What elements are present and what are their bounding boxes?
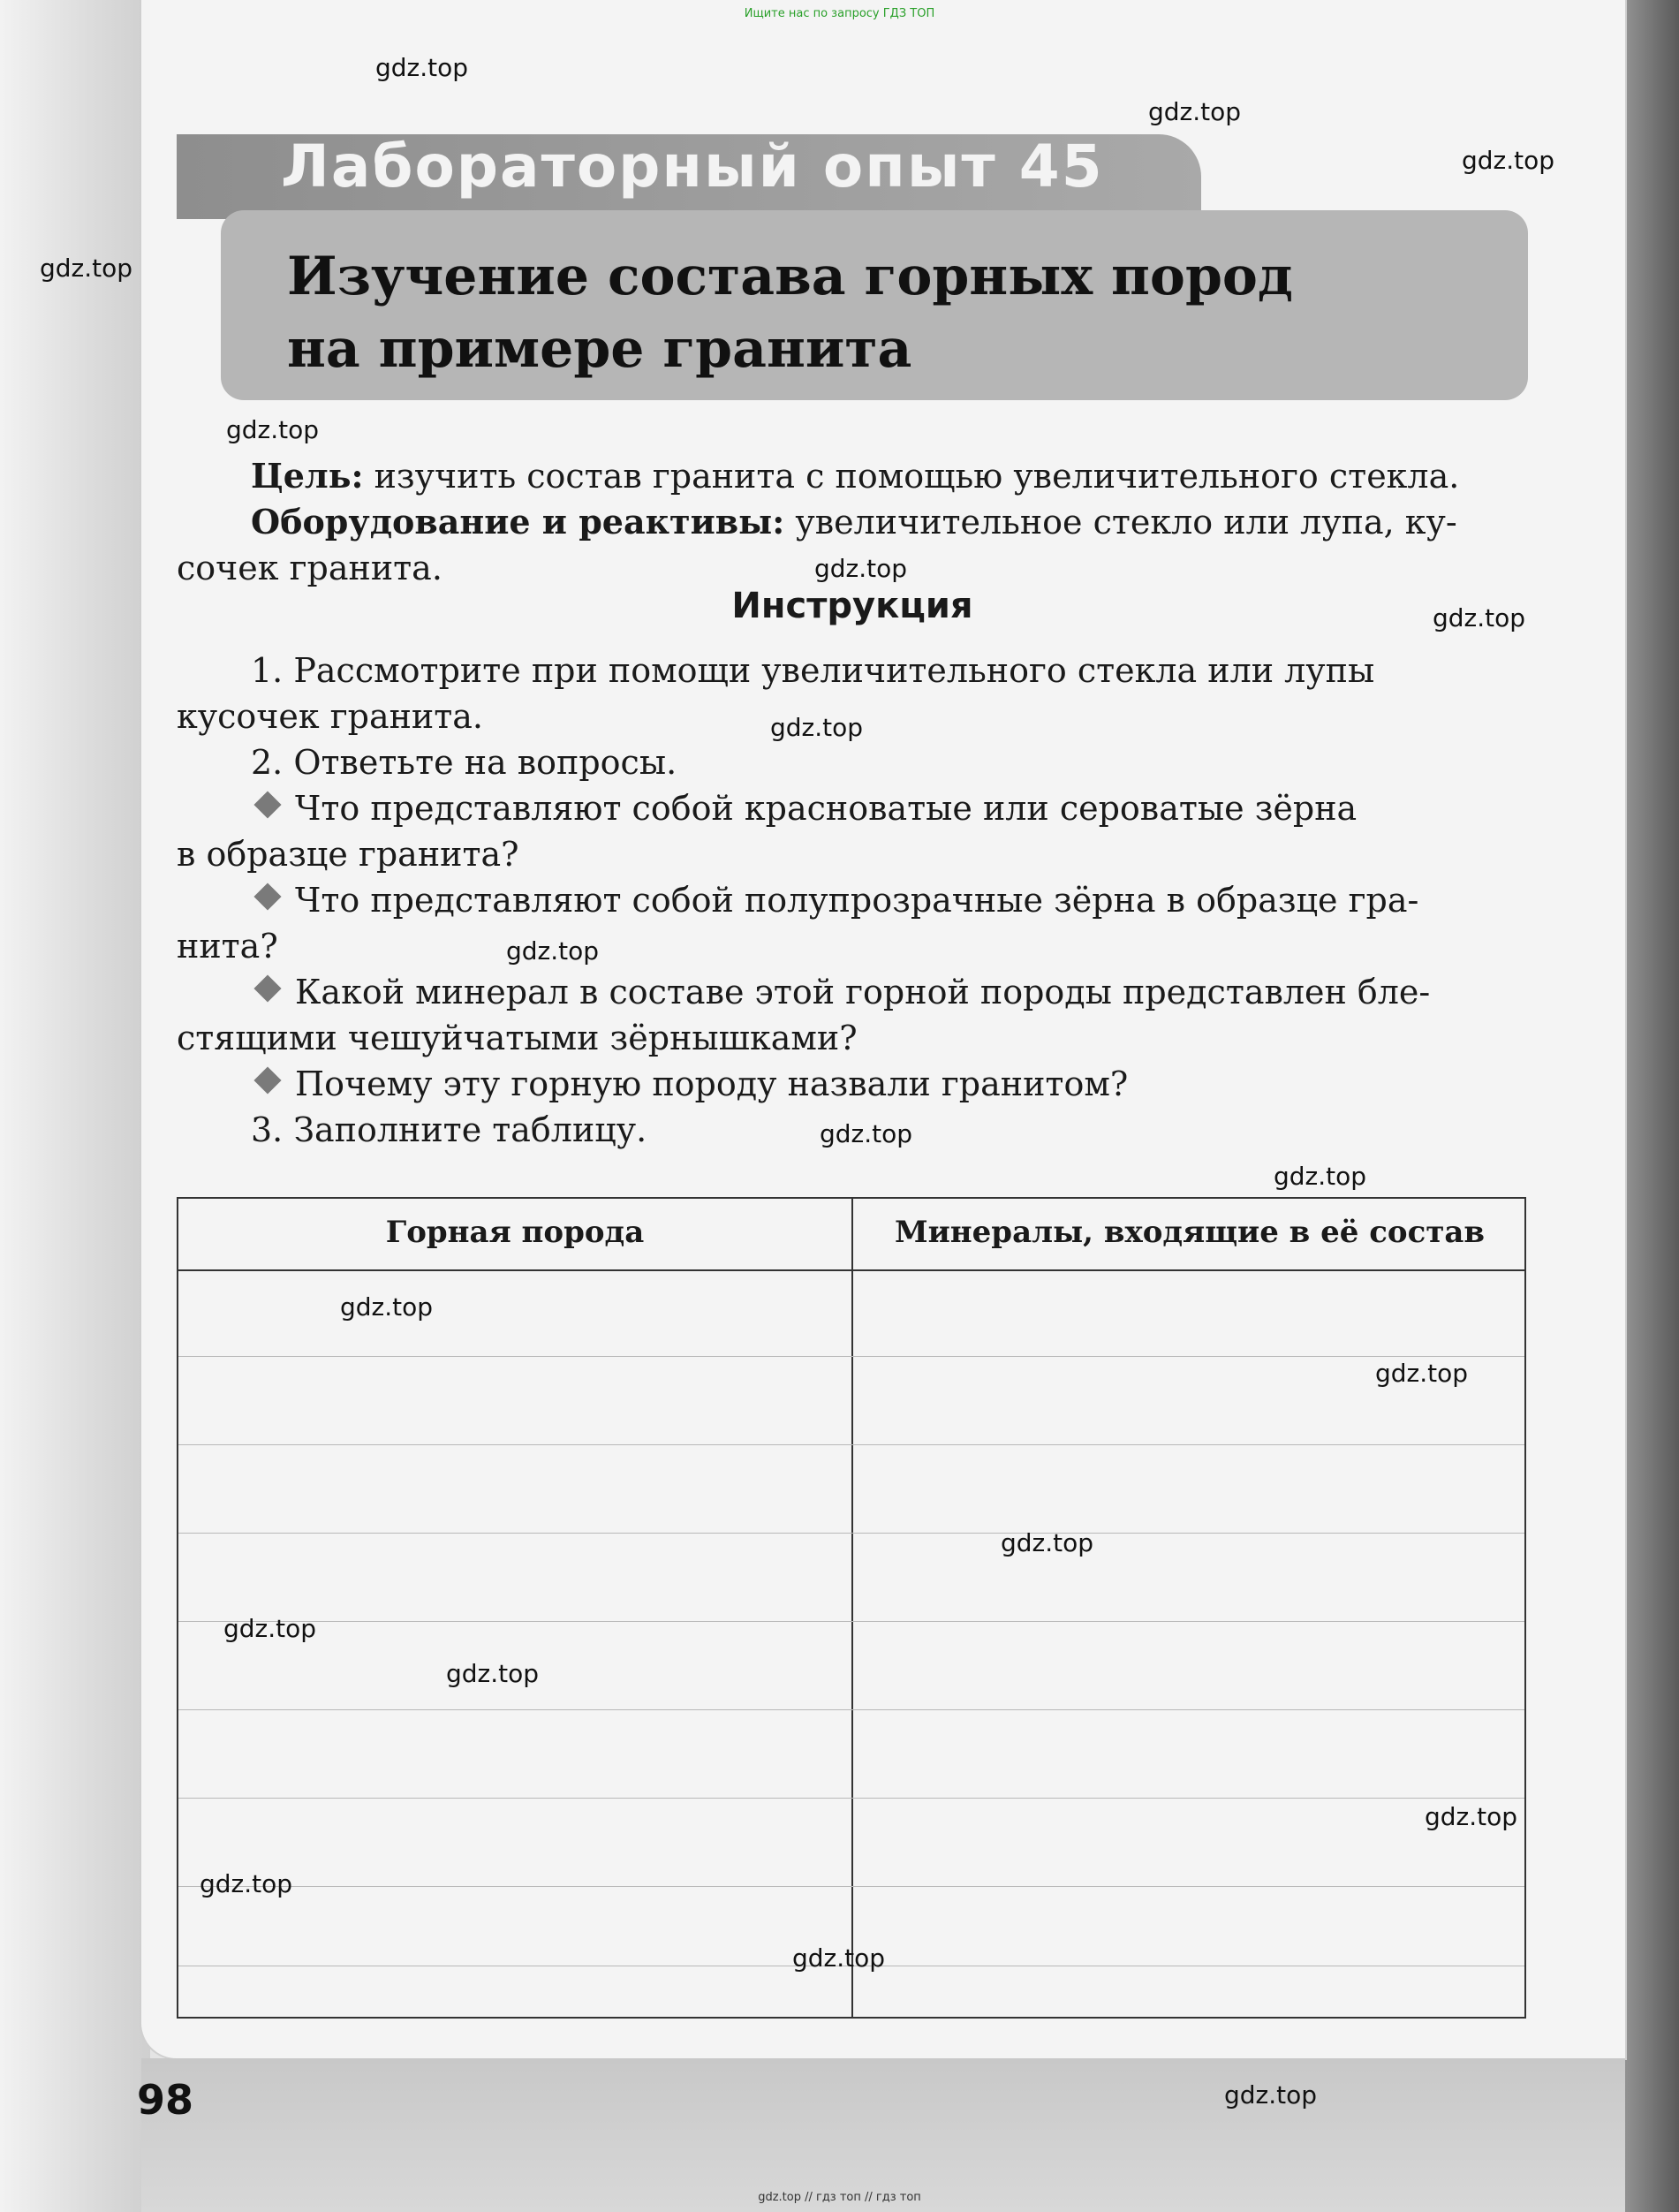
table-ruled-line [178, 1444, 1524, 1445]
watermark: gdz.top [1433, 603, 1526, 633]
watermark: gdz.top [446, 1659, 540, 1688]
watermark: gdz.top [1425, 1802, 1518, 1831]
table-ruled-line [178, 1798, 1524, 1799]
topic-title-line2: на примере гранита [287, 318, 912, 380]
watermark: gdz.top [223, 1614, 317, 1643]
table-header-minerals: Минералы, входящие в её состав [894, 1215, 1486, 1250]
diamond-bullet-icon [253, 883, 281, 910]
watermark: gdz.top [1375, 1359, 1469, 1388]
goal-paragraph [177, 453, 1528, 499]
scan-edge-left [0, 0, 150, 2212]
equipment-text-line1: увеличительное стекло или лупа, ку- [784, 503, 1457, 542]
page-bottom-shadow [141, 2058, 1625, 2212]
watermark: gdz.top [1001, 1528, 1094, 1557]
step-1-line1: 1. Рассмотрите при помощи увеличительного стекла или лупы [251, 651, 1375, 690]
footer-banner[interactable]: gdz.top // гдз топ // гдз топ [758, 2191, 921, 2204]
question-4: Почему эту горную породу назвали гранитом? [295, 1064, 1129, 1103]
lab-title: Лабораторный опыт 45 [281, 133, 1104, 201]
step-2: 2. Ответьте на вопросы. [251, 743, 677, 782]
table-ruled-line [178, 1709, 1524, 1710]
watermark: gdz.top [820, 1119, 913, 1148]
diamond-bullet-icon [253, 791, 281, 818]
goal-label: Цель: [251, 456, 364, 496]
step-1-line2: кусочек гранита. [177, 697, 484, 736]
question-3-line1: Какой минерал в составе этой горной породы представлен бле- [295, 973, 1431, 1011]
watermark: gdz.top [1274, 1162, 1367, 1191]
watermark: gdz.top [792, 1943, 886, 1973]
step-3: 3. Заполните таблицу. [251, 1110, 647, 1149]
watermark: gdz.top [40, 254, 133, 283]
goal-text: изучить состав гранита с помощью увеличительного стекла. [363, 457, 1460, 496]
topic-title [287, 240, 1453, 385]
diamond-bullet-icon [253, 1066, 281, 1094]
question-2-line2: нита? [177, 927, 278, 966]
question-3-line2: стящими чешуйчатыми зёрнышками? [177, 1019, 858, 1057]
table-header-rock: Горная порода [385, 1215, 645, 1250]
question-2-line1: Что представляют собой полупрозрачные зёрна в образце гра- [295, 881, 1419, 920]
table-ruled-line [178, 1533, 1524, 1534]
watermark: gdz.top [226, 415, 320, 444]
diamond-bullet-icon [253, 974, 281, 1002]
topic-title-line1: Изучение состава горных пород [287, 246, 1293, 307]
watermark: gdz.top [814, 554, 908, 583]
watermark: gdz.top [1224, 2080, 1318, 2110]
watermark: gdz.top [375, 53, 469, 82]
watermark: gdz.top [1148, 97, 1242, 126]
table-column-divider [851, 1199, 853, 2017]
scan-edge-right [1617, 0, 1679, 2212]
instruction-heading: Инструкция [731, 586, 973, 626]
watermark: gdz.top [340, 1292, 434, 1322]
watermark: gdz.top [506, 936, 600, 966]
table-ruled-line [178, 1356, 1524, 1357]
header-banner[interactable]: Ищите нас по запросу ГДЗ ТОП [744, 7, 935, 20]
equipment-text-line2: сочек гранита. [177, 549, 442, 587]
equipment-label: Оборудование и реактивы: [251, 502, 785, 542]
watermark: gdz.top [1462, 146, 1555, 175]
page-number: 98 [137, 2076, 194, 2124]
watermark: gdz.top [770, 713, 864, 742]
table-ruled-line [178, 1886, 1524, 1887]
table-ruled-line [178, 1621, 1524, 1622]
question-1-line2: в образце гранита? [177, 835, 519, 874]
watermark: gdz.top [200, 1869, 293, 1898]
question-1-line1: Что представляют собой красноватые или сероватые зёрна [295, 789, 1358, 828]
